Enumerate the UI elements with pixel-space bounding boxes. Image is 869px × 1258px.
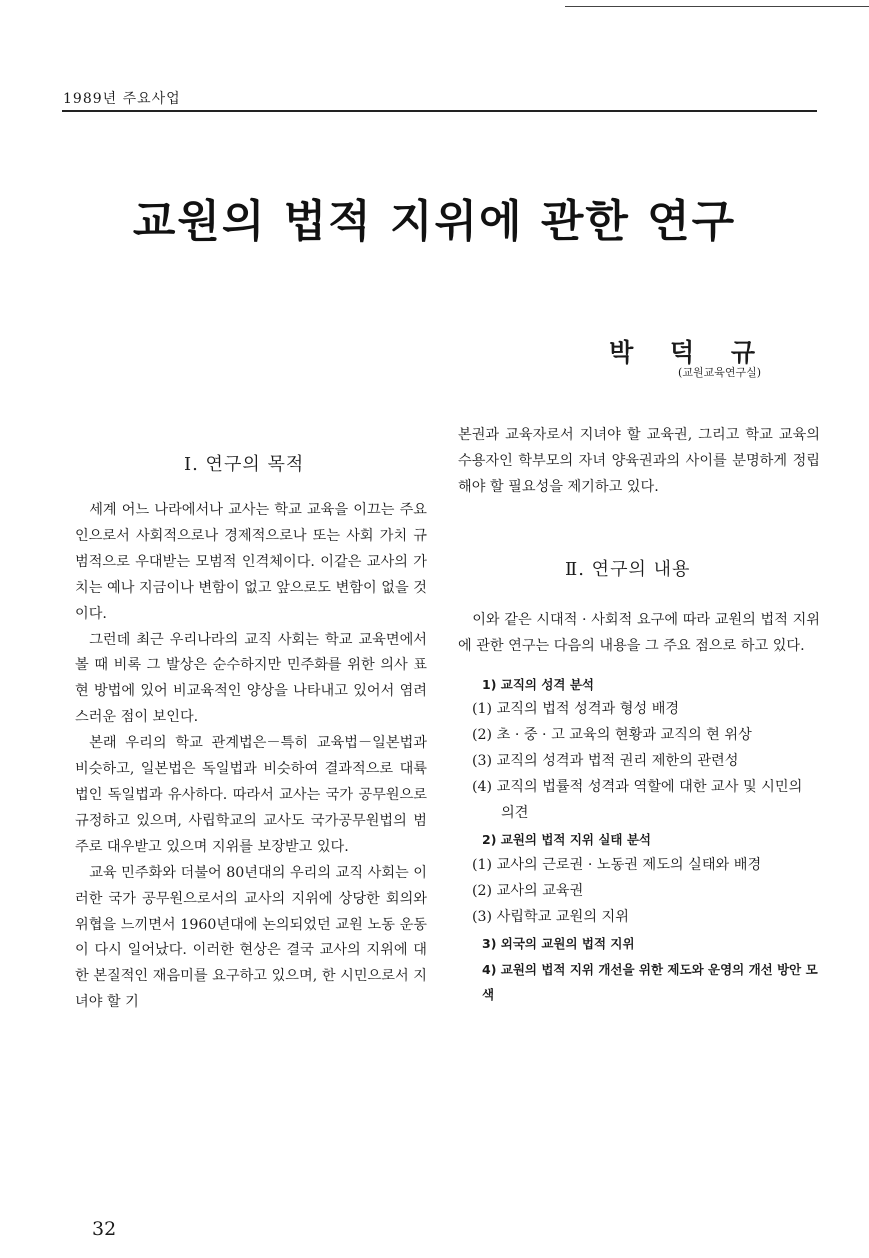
paragraph: 그런데 최근 우리나라의 교직 사회는 학교 교육면에서 볼 때 비록 그 발상은 순수하지만 민주화를 위한 의사 표현 방법에 있어 비교육적인 양상을 나타내고 있어서 염려스러운 점이 보인다. xyxy=(75,631,427,726)
paragraph: 본래 우리의 학교 관계법은－특히 교육법－일본법과 비슷하고, 일본법은 독일법과 비슷하여 결과적으로 대륙법인 독일법과 유사하다. 따라서 교사는 국가 공무원으로 규정하고 있으며, 사립학교의 교사도 국가공무원법의 범주로 대우받고 있으며 지위를 보장받고 있다. xyxy=(75,735,427,855)
right-column xyxy=(458,423,820,1008)
topic-heading: 4) 교원의 법적 지위 개선을 위한 제도와 운영의 개선 방안 모색 xyxy=(482,961,818,1003)
top-rule xyxy=(565,6,869,7)
left-column xyxy=(75,498,427,1016)
running-header: 1989년 주요사업 xyxy=(63,91,181,107)
list-item: (3) 교직의 성격과 법적 권리 제한의 관련성 xyxy=(472,753,739,770)
list-item: (4) 교직의 법률적 성격과 역할에 대한 교사 및 시민의 의견 xyxy=(472,779,803,822)
topic-heading: 3) 외국의 교원의 법적 지위 xyxy=(482,935,635,951)
topic-heading: 2) 교원의 법적 지위 실태 분석 xyxy=(482,831,651,847)
topic-heading: 1) 교직의 성격 분석 xyxy=(482,676,594,692)
list-spacer xyxy=(458,660,820,672)
list-item: (1) 교직의 법적 성격과 형성 배경 xyxy=(472,701,680,718)
article-title: 교원의 법적 지위에 관한 연구 xyxy=(132,196,737,247)
section-2-heading: Ⅱ. 연구의 내용 xyxy=(565,559,691,580)
list-item: (2) 교사의 교육권 xyxy=(472,882,584,899)
author-name: 박 덕 규 xyxy=(609,338,769,367)
list-item: (3) 사립학교 교원의 지위 xyxy=(472,908,629,925)
paragraph: 교육 민주화와 더불어 80년대의 우리의 교직 사회는 이러한 국가 공무원으로서의 교사의 지위에 상당한 회의와 위협을 느끼면서 1960년대에 논의되었던 교원 노동 운동이 다시 일어났다. 이러한 현상은 결국 교사의 지위에 대한 본질적인 재음미를 요구하고 있으며, 한 시민으로서 지녀야 할 기 xyxy=(75,864,427,1011)
section-1-heading: Ⅰ. 연구의 목적 xyxy=(184,454,305,475)
page-number: 32 xyxy=(92,1218,117,1240)
header-rule xyxy=(62,110,817,112)
section-2-intro: 이와 같은 시대적 · 사회적 요구에 따라 교원의 법적 지위에 관한 연구는 다음의 내용을 그 주요 점으로 하고 있다. xyxy=(458,611,820,654)
paragraph-continuation: 본권과 교육자로서 지녀야 할 교육권, 그리고 학교 교육의 수용자인 학부모의 자녀 양육권과의 사이를 분명하게 정립해야 할 필요성을 제기하고 있다. xyxy=(458,427,820,495)
paragraph: 세계 어느 나라에서나 교사는 학교 교육을 이끄는 주요인으로서 사회적으로나 경제적으로나 또는 사회 가치 규범적으로 우대받는 모범적 인격체이다. 이같은 교사의 가치는 예나 지금이나 변함이 없고 앞으로도 변함이 없을 것이다. xyxy=(75,502,427,622)
list-item: (1) 교사의 근로권 · 노동권 제도의 실태와 배경 xyxy=(472,856,762,873)
list-item: (2) 초 · 중 · 고 교육의 현황과 교직의 현 위상 xyxy=(472,727,752,744)
author-affiliation: (교원교육연구실) xyxy=(678,366,761,379)
